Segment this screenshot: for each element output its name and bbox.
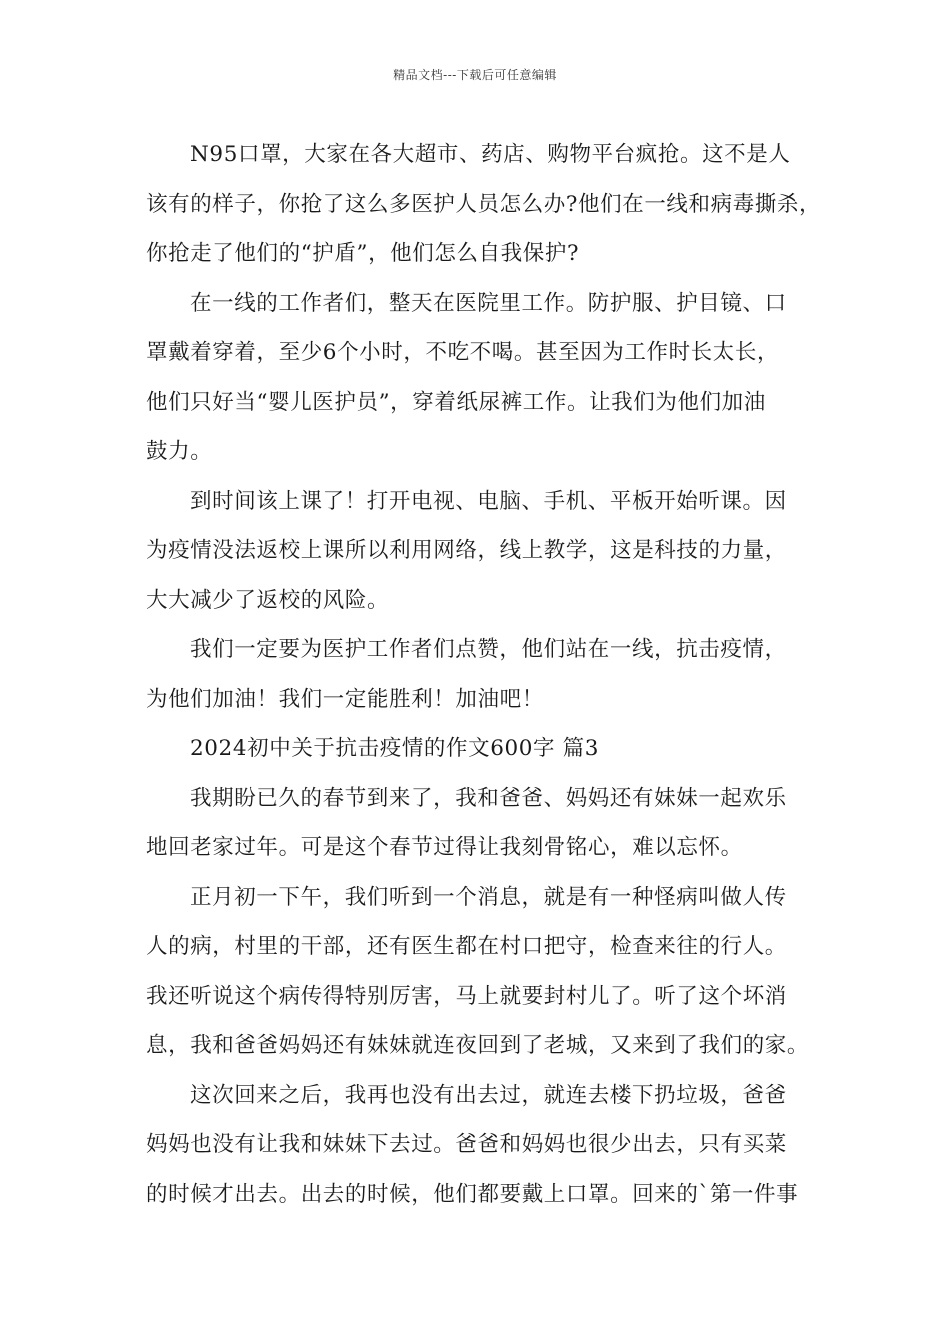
text-line: 鼓力。 xyxy=(146,439,213,464)
text-line: 正月初一下午，我们听到一个消息，就是有一种怪病叫做人传 xyxy=(190,884,787,910)
text-line: 我们一定要为医护工作者们点赞，他们站在一线，抗击疫情， xyxy=(190,637,787,662)
text-line: 大大减少了返校的风险。 xyxy=(146,587,390,613)
text-line: 这次回来之后，我再也没有出去过，就连去楼下扔垃圾，爸爸 xyxy=(190,1082,787,1108)
text-line: 该有的样子，你抢了这么多医护人员怎么办?他们在一线和病毒撕杀， xyxy=(146,191,822,217)
text-line: 到时间该上课了！打开电视、电脑、手机、平板开始听课。因 xyxy=(190,488,787,514)
text-line: 他们只好当“婴儿医护员”，穿着纸尿裤工作。让我们为他们加油 xyxy=(146,389,766,415)
text-line: 在一线的工作者们，整天在医院里工作。防护服、护目镜、口 xyxy=(190,290,787,316)
text-line: 罩戴着穿着，至少6个小时，不吃不喝。甚至因为工作时长太长， xyxy=(146,340,780,365)
text-line: 2024初中关于抗击疫情的作文600字 篇3 xyxy=(190,736,599,761)
text-line: 我期盼已久的春节到来了，我和爸爸、妈妈还有妹妹一起欢乐 xyxy=(190,785,787,811)
text-line: 地回老家过年。可是这个春节过得让我刻骨铭心，难以忘怀。 xyxy=(146,835,743,860)
document-body xyxy=(146,130,822,1219)
text-line: 息，我和爸爸妈妈还有妹妹就连夜回到了老城，又来到了我们的家。 xyxy=(146,1033,810,1058)
text-line: 的时候才出去。出去的时候，他们都要戴上口罩。回来的`第一件事 xyxy=(146,1181,799,1207)
text-line: 人的病，村里的干部，还有医生都在村口把守，检查来往的行人。 xyxy=(146,934,787,959)
text-line: 我还听说这个病传得特别厉害，马上就要封村儿了。听了这个坏消 xyxy=(146,983,787,1009)
text-line: N95口罩，大家在各大超市、药店、购物平台疯抢。这不是人 xyxy=(190,142,791,167)
text-line: 妈妈也没有让我和妹妹下去过。爸爸和妈妈也很少出去，只有买菜 xyxy=(146,1132,787,1157)
text-line: 为疫情没法返校上课所以利用网络，线上教学，这是科技的力量， xyxy=(146,538,787,563)
text-line: 你抢走了他们的“护盾”，他们怎么自我保护? xyxy=(146,241,580,266)
text-line: 为他们加油！我们一定能胜利！加油吧！ xyxy=(146,686,544,712)
page-header: 精品文档---下载后可任意编辑 xyxy=(393,68,557,82)
